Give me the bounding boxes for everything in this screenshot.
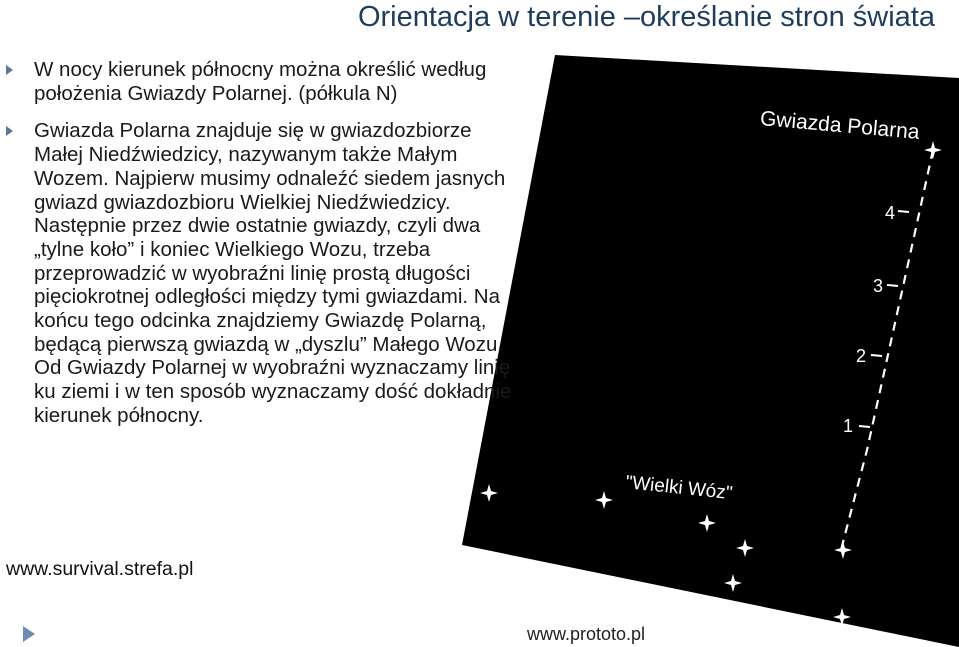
slide-title: Orientacja w terenie –określanie stron świata [357,1,935,33]
bullet-item [0,58,520,105]
distance-mark-3: 3 [873,276,884,296]
distance-mark-1: 1 [843,416,854,436]
next-slide-arrow-icon [23,626,35,642]
bullet-list [0,58,520,428]
bullet-text: Gwiazda Polarna znajduje się w gwiazdozbiorze Małej Niedźwiedzicy, nazywanym także Małym Wozem. Najpierw musimy odnaleźć siedem jasnych gwiazd gwiazdozbioru Wielkiej Niedźwiedzicy. Następnie przez dwie ostatnie gwiazdy, czyli dwa „tylne koło” i koniec Wielkiego Wozu, trzeba przeprowadzić w wyobraźni linię prostą długości pięciokrotnej odległości między tymi gwiazdami. Na końcu tego odcinka znajdziemy Gwiazdę Polarną, będącą pierwszą gwiazdą w „dyszlu” Małego Wozu. Od Gwiazdy Polarnej w wyobraźni wyznaczamy linię ku ziemi i w ten sposób wyznaczamy dość dokładnie kierunek północny. [34,119,512,427]
source-left: www.survival.strefa.pl [6,558,194,580]
distance-mark-2: 2 [856,346,867,366]
distance-mark-4: 4 [885,203,896,223]
polaris-label: Gwiazda Polarna [759,107,921,144]
bullet-arrow-icon [6,65,13,75]
bullet-arrow-icon [6,126,13,136]
big-dipper-label: "Wielki Wóz" [624,472,734,505]
bullet-item [0,119,520,427]
bullet-text: W nocy kierunek północny można określić według położenia Gwiazdy Polarnej. (półkula N) [34,58,487,105]
night-sky [462,55,959,647]
source-right: www.prototo.pl [527,624,646,644]
